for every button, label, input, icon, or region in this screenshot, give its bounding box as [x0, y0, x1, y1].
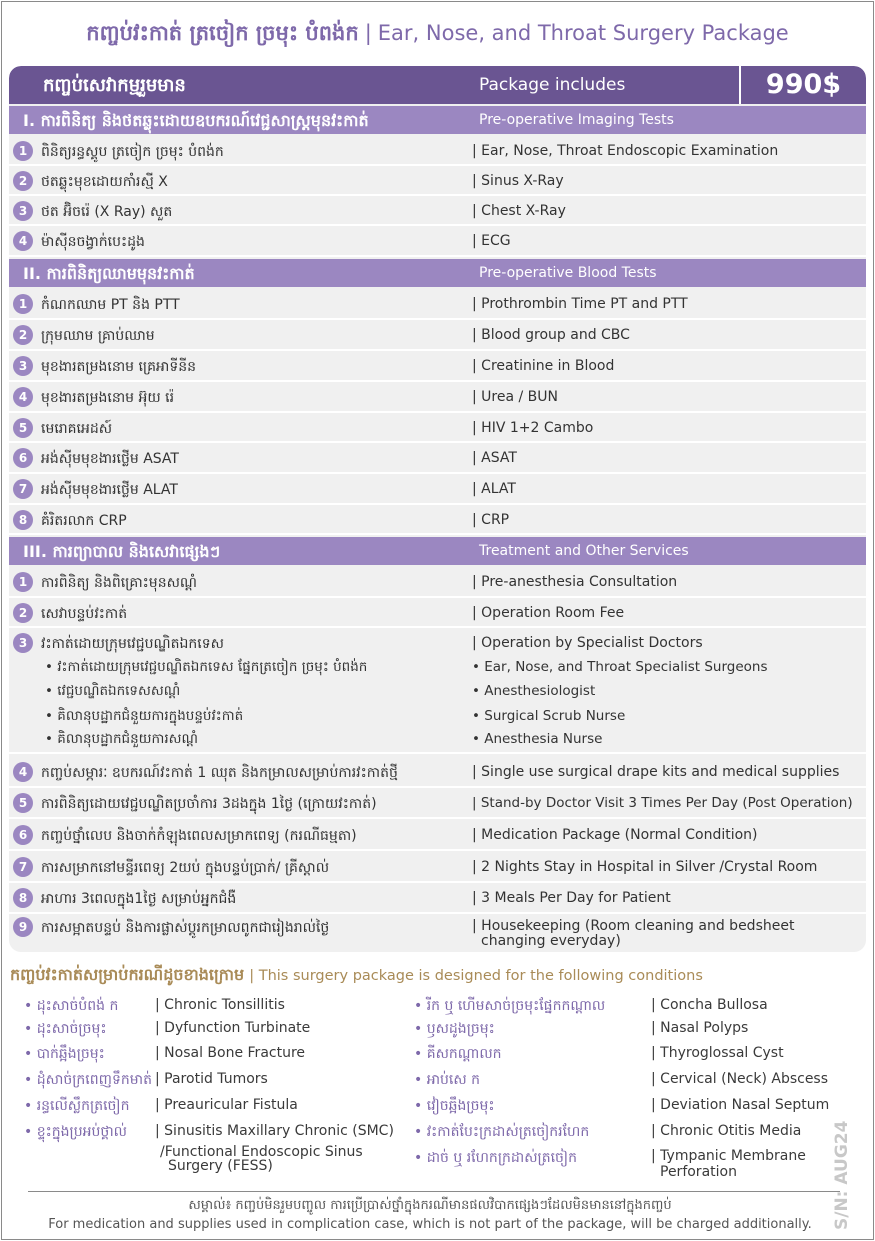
condition-english-continued: /Functional Endoscopic Sinus	[160, 1144, 363, 1160]
section-title-english: Pre-operative Blood Tests	[479, 265, 657, 281]
condition-english: | Deviation Nasal Septum	[651, 1097, 830, 1113]
item-khmer: ម៉ាស៊ីនចង្វាក់បេះដូង	[41, 234, 145, 250]
list-item	[9, 289, 866, 320]
item-number: 6	[13, 825, 33, 845]
section-title-khmer: I. ការពិនិត្យ និងថតឆ្លុះដោយឧបករណ៍វេជ្ជសាស្ត្រមុនវះកាត់	[23, 111, 369, 130]
condition-khmer: • រីក ឬ ហើមសាច់ច្រមុះផ្នែកកណ្តាល	[414, 998, 606, 1014]
item-khmer: ថត អ៊ិចរ៉េ (X Ray) សួត	[41, 204, 173, 220]
list-item	[9, 883, 866, 914]
item-english: | Stand-by Doctor Visit 3 Times Per Day (Post Operation)	[472, 795, 853, 811]
item-english: | Creatinine in Blood	[472, 358, 615, 374]
sub-item-khmer: • វេជ្ជបណ្ឌិតឯកទេសសណ្តំ	[45, 683, 181, 699]
condition-english: | Cervical (Neck) Abscess	[651, 1071, 829, 1087]
condition-khmer: • ដុះសាច់បំពង់ ក	[24, 998, 119, 1014]
item-number: 3	[13, 201, 33, 221]
sub-item-english: • Surgical Scrub Nurse	[472, 708, 626, 724]
item-english: | Medication Package (Normal Condition)	[472, 827, 758, 843]
footer-note-khmer: សម្គាល់៖ កញ្ចប់មិនរួមបញ្ចូល ការប្រើប្រាស់ថ្នាំក្នុងករណីមានផលវិបាកផ្សេងៗដែលមិនមាននៅក្នុងកញ្ចប់	[188, 1198, 672, 1213]
list-item	[9, 914, 866, 952]
item-khmer: កញ្ចប់ថ្នាំលេប និងចាក់កំឡុងពេលសម្រាកពេទ្យ (ករណីធម្មតា)	[41, 828, 357, 844]
item-khmer: មេរោគអេដស៍	[41, 421, 113, 437]
item-khmer: កញ្ចប់សម្ភារៈ ឧបករណ៍វះកាត់ 1 ឈុត និងកម្រាលសម្រាប់ការវះកាត់ថ្មី	[41, 765, 398, 781]
condition-khmer: • វះកាត់បែះក្រដាស់ត្រចៀករហែក	[414, 1124, 590, 1140]
list-item	[9, 351, 866, 382]
condition-english-continued: Perforation	[660, 1164, 737, 1180]
item-english: | ALAT	[472, 481, 516, 497]
footer-note-english: For medication and supplies used in complication case, which is not part of the package, will be charged additionally.	[48, 1217, 812, 1232]
list-item	[9, 628, 866, 754]
item-english: | CRP	[472, 512, 510, 528]
list-item	[9, 136, 866, 166]
condition-english: | Nosal Bone Fracture	[155, 1045, 306, 1061]
item-khmer: ការពិនិត្យ និងពិគ្រោះមុនសណ្តំ	[41, 575, 198, 591]
item-english: | Ear, Nose, Throat Endoscopic Examination	[472, 143, 779, 159]
item-khmer: វះកាត់ដោយក្រុមវេជ្ជបណ្ឌិតឯកទេស	[41, 636, 224, 652]
list-item	[9, 382, 866, 413]
item-khmer: ថតឆ្លុះមុខដោយកាំរស្មី X	[41, 174, 168, 190]
item-number: 4	[13, 231, 33, 251]
item-english: | Urea / BUN	[472, 389, 558, 405]
list-item	[9, 196, 866, 226]
list-item	[9, 819, 866, 851]
list-item	[9, 226, 866, 257]
section-title-khmer: III. ការព្យាបាល និងសេវាផ្សេងៗ	[23, 542, 221, 561]
sub-item-khmer: • គិលានុបដ្ឋាកជំនួយការក្នុងបន្ទប់វះកាត់	[45, 708, 244, 724]
item-khmer: សេវាបន្ទប់វះកាត់	[41, 606, 128, 622]
item-number: 6	[13, 448, 33, 468]
list-item	[9, 505, 866, 535]
item-english: | 2 Nights Stay in Hospital in Silver /Crystal Room	[472, 859, 818, 875]
condition-english: | Tympanic Membrane	[651, 1148, 806, 1164]
item-number: 2	[13, 325, 33, 345]
condition-english-continued: Surgery (FESS)	[168, 1158, 273, 1174]
condition-khmer: • រន្ធលើស្លឹកត្រចៀក	[24, 1098, 130, 1114]
header-khmer: កញ្ចប់សេវាកម្មរួមមាន	[43, 75, 186, 96]
item-khmer: អង់ស៊ីមមុខងារថ្លើម ALAT	[41, 482, 178, 498]
condition-english: | Dyfunction Turbinate	[155, 1020, 311, 1036]
page-title	[0, 20, 875, 51]
serial-number: S/N: AUG24	[832, 1120, 852, 1230]
conditions-title	[10, 964, 703, 988]
item-english: | Blood group and CBC	[472, 327, 630, 343]
condition-english: | Chronic Otitis Media	[651, 1123, 802, 1139]
condition-english: | Chronic Tonsillitis	[155, 997, 285, 1013]
item-english: | Housekeeping (Room cleaning and bedsheet	[472, 918, 795, 934]
conditions-title-english: | This surgery package is designed for the following conditions	[249, 968, 703, 984]
item-khmer: អាហារ 3ពេលក្នុង1ថ្ងៃ សម្រាប់អ្នកជំងឺ	[41, 891, 237, 907]
sub-item-english: • Ear, Nose, and Throat Specialist Surgeons	[472, 659, 768, 675]
condition-english: | Nasal Polyps	[651, 1020, 749, 1036]
item-khmer: មុខងារតម្រងនោម អ៊ុយ រ៉េ	[41, 390, 175, 406]
title-english: Ear, Nose, and Throat Surgery Package	[377, 21, 789, 45]
item-number: 7	[13, 479, 33, 499]
condition-english: | Preauricular Fistula	[155, 1097, 298, 1113]
sub-item-khmer: • វះកាត់ដោយក្រុមវេជ្ជបណ្ឌិតឯកទេស ផ្នែកត្រចៀក ច្រមុះ បំពង់ក	[45, 659, 368, 675]
section-blood-header	[9, 259, 866, 287]
section-title-english: Treatment and Other Services	[479, 543, 689, 559]
condition-khmer: • ខ្ទុះក្នុងប្រអប់ថ្គាល់	[24, 1124, 128, 1140]
item-number: 2	[13, 171, 33, 191]
item-english: | Operation by Specialist Doctors	[472, 635, 703, 651]
item-khmer: ការពិនិត្យដោយវេជ្ជបណ្ឌិតប្រចាំការ 3ដងក្នុង 1ថ្ងៃ (ក្រោយវះកាត់)	[41, 796, 377, 812]
item-khmer: អង់ស៊ីមមុខងារថ្លើម ASAT	[41, 451, 179, 467]
item-english: | Sinus X-Ray	[472, 173, 564, 189]
list-item	[9, 413, 866, 443]
package-price: 990$	[739, 66, 866, 104]
condition-khmer: • គីសកណ្តាលក	[414, 1046, 502, 1062]
item-khmer: ការសម្អាតបន្ទប់ និងការផ្លាស់ប្តូរកម្រាលពូកជារៀងរាល់ថ្ងៃ	[41, 920, 330, 936]
sub-item-english: • Anesthesia Nurse	[472, 731, 603, 747]
sub-item-english: • Anesthesiologist	[472, 683, 596, 699]
sub-item-khmer: • គិលានុបដ្ឋាកជំនួយការសណ្តំ	[45, 731, 198, 747]
condition-khmer: • ឫសដូងច្រមុះ	[414, 1021, 495, 1037]
list-item	[9, 166, 866, 196]
item-number: 9	[13, 917, 33, 937]
section-treatment-header	[9, 537, 866, 565]
item-number: 5	[13, 418, 33, 438]
condition-english: | Sinusitis Maxillary Chronic (SMC)	[155, 1123, 394, 1139]
list-item	[9, 474, 866, 505]
item-number: 4	[13, 762, 33, 782]
list-item	[9, 598, 866, 628]
conditions-title-khmer: កញ្ចប់វះកាត់សម្រាប់ករណីដូចខាងក្រោម	[10, 965, 245, 984]
item-khmer: ពិនិត្យរន្ធស្គូប ត្រចៀក ច្រមុះ បំពង់ក	[41, 144, 224, 160]
header-english: Package includes	[479, 75, 626, 95]
item-english: | HIV 1+2 Cambo	[472, 420, 594, 436]
footer-divider	[28, 1191, 840, 1192]
title-separator: |	[364, 21, 372, 45]
item-english: | 3 Meals Per Day for Patient	[472, 890, 671, 906]
condition-english: | Concha Bullosa	[651, 997, 768, 1013]
item-khmer: គំរិតរលាក CRP	[41, 513, 127, 529]
item-khmer: ការសម្រាកនៅមន្ទីរពេទ្យ 2យប់ ក្នុងបន្ទប់ប្រាក់/ គ្រីស្តាល់	[41, 860, 330, 876]
item-english: | Operation Room Fee	[472, 605, 625, 621]
condition-khmer: • បាក់ឆ្អឹងច្រមុះ	[24, 1046, 105, 1062]
section-title-khmer: II. ការពិនិត្យឈាមមុនវះកាត់	[23, 264, 195, 283]
item-english: | Chest X-Ray	[472, 203, 566, 219]
item-khmer: កំណកឈាម PT និង PTT	[41, 297, 180, 313]
condition-khmer: • ដុំសាច់ក្រពេញទឹកមាត់	[24, 1072, 152, 1088]
list-item	[9, 567, 866, 598]
package-card	[9, 66, 866, 952]
item-number: 1	[13, 141, 33, 161]
item-number: 3	[13, 633, 33, 653]
package-header	[9, 66, 866, 104]
item-number: 8	[13, 888, 33, 908]
condition-khmer: • ដុះសាច់ច្រមុះ	[24, 1021, 107, 1037]
item-khmer: មុខងារតម្រងនោម គ្រេអាទីនីន	[41, 359, 196, 375]
item-number: 1	[13, 572, 33, 592]
item-number: 4	[13, 387, 33, 407]
item-english: | Single use surgical drape kits and medical supplies	[472, 764, 840, 780]
item-english: | ASAT	[472, 450, 517, 466]
item-khmer: ក្រុមឈាម គ្រាប់ឈាម	[41, 328, 155, 344]
item-number: 5	[13, 793, 33, 813]
item-number: 2	[13, 603, 33, 623]
title-khmer: កញ្ចប់វះកាត់ ត្រចៀក ច្រមុះ បំពង់ក	[86, 21, 359, 45]
item-number: 7	[13, 857, 33, 877]
item-number: 1	[13, 294, 33, 314]
item-number: 3	[13, 356, 33, 376]
item-english: | Prothrombin Time PT and PTT	[472, 296, 688, 312]
condition-khmer: • អាប់សេ ក	[414, 1072, 481, 1088]
condition-khmer: • វៀចឆ្អឹងច្រមុះ	[414, 1098, 495, 1114]
item-english: | Pre-anesthesia Consultation	[472, 574, 678, 590]
condition-khmer: • ដាច់ ឬ រហែកក្រដាស់ត្រចៀក	[414, 1150, 577, 1166]
list-item	[9, 851, 866, 883]
section-title-english: Pre-operative Imaging Tests	[479, 112, 674, 128]
item-english-continued: changing everyday)	[481, 933, 621, 949]
item-english: | ECG	[472, 233, 511, 249]
item-number: 8	[13, 510, 33, 530]
list-item	[9, 320, 866, 351]
condition-english: | Parotid Tumors	[155, 1071, 268, 1087]
condition-english: | Thyroglossal Cyst	[651, 1045, 784, 1061]
section-imaging-header	[9, 106, 866, 134]
list-item	[9, 788, 866, 819]
list-item	[9, 756, 866, 788]
list-item	[9, 443, 866, 474]
